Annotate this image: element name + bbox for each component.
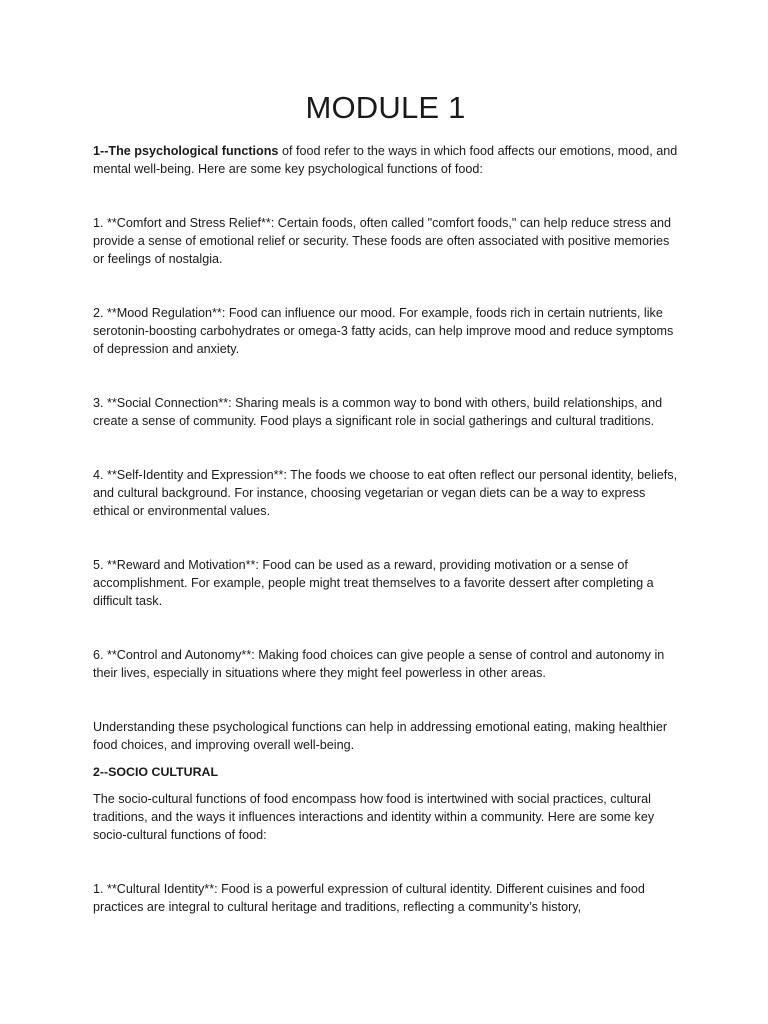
- psych-item-5: 5. **Reward and Motivation**: Food can be used as a reward, providing motivation or a sense of accomplishment. For example, people might treat themselves to a favorite dessert after completing a difficult task.: [93, 558, 654, 608]
- psych-item-3: 3. **Social Connection**: Sharing meals is a common way to bond with others, build relationships, and create a sense of community. Food plays a significant role in social gatherings and cultural traditions.: [93, 396, 663, 428]
- psych-item-4: 4. **Self-Identity and Expression**: The foods we choose to eat often reflect our personal identity, beliefs, and cultural background. For instance, choosing vegetarian or vegan diets can be a way to express ethical or environmental values.: [93, 468, 678, 518]
- psych-item-6: 6. **Control and Autonomy**: Making food choices can give people a sense of control and autonomy in their lives, especially in situations where they might feel powerless in other areas.: [93, 648, 665, 680]
- psychological-heading: The psychological functions: [108, 144, 279, 158]
- socio-item-1: 1. **Cultural Identity**: Food is a powerful expression of cultural identity. Different cuisines and food practices are integral to cultural heritage and traditions, reflecting a community’s history,: [93, 882, 645, 914]
- socio-cultural-intro: The socio-cultural functions of food encompass how food is intertwined with social practices, cultural traditions, and the ways it influences interactions and identity within a community. Here are some key socio-cultural functions of food:: [93, 792, 655, 842]
- socio-cultural-heading: 2--SOCIO CULTURAL: [93, 765, 219, 779]
- psychological-intro-text: of food refer to the ways in which food affects our emotions, mood, and mental well-being. Here are some key psychological functions of food:: [93, 144, 678, 176]
- document-page: [93, 88, 678, 952]
- page-title: MODULE 1: [305, 90, 466, 125]
- section-number: 1--: [93, 144, 109, 158]
- psychological-intro: [93, 142, 678, 178]
- psychological-closing: Understanding these psychological functions can help in addressing emotional eating, making healthier food choices, and improving overall well-being.: [93, 720, 668, 752]
- psych-item-1: 1. **Comfort and Stress Relief**: Certain foods, often called "comfort foods," can help reduce stress and provide a sense of emotional relief or security. These foods are often associated with positive memories or feelings of nostalgia.: [93, 216, 672, 266]
- psych-item-2: 2. **Mood Regulation**: Food can influence our mood. For example, foods rich in certain nutrients, like serotonin-boosting carbohydrates or omega-3 fatty acids, can help improve mood and reduce symptoms of depression and anxiety.: [93, 306, 674, 356]
